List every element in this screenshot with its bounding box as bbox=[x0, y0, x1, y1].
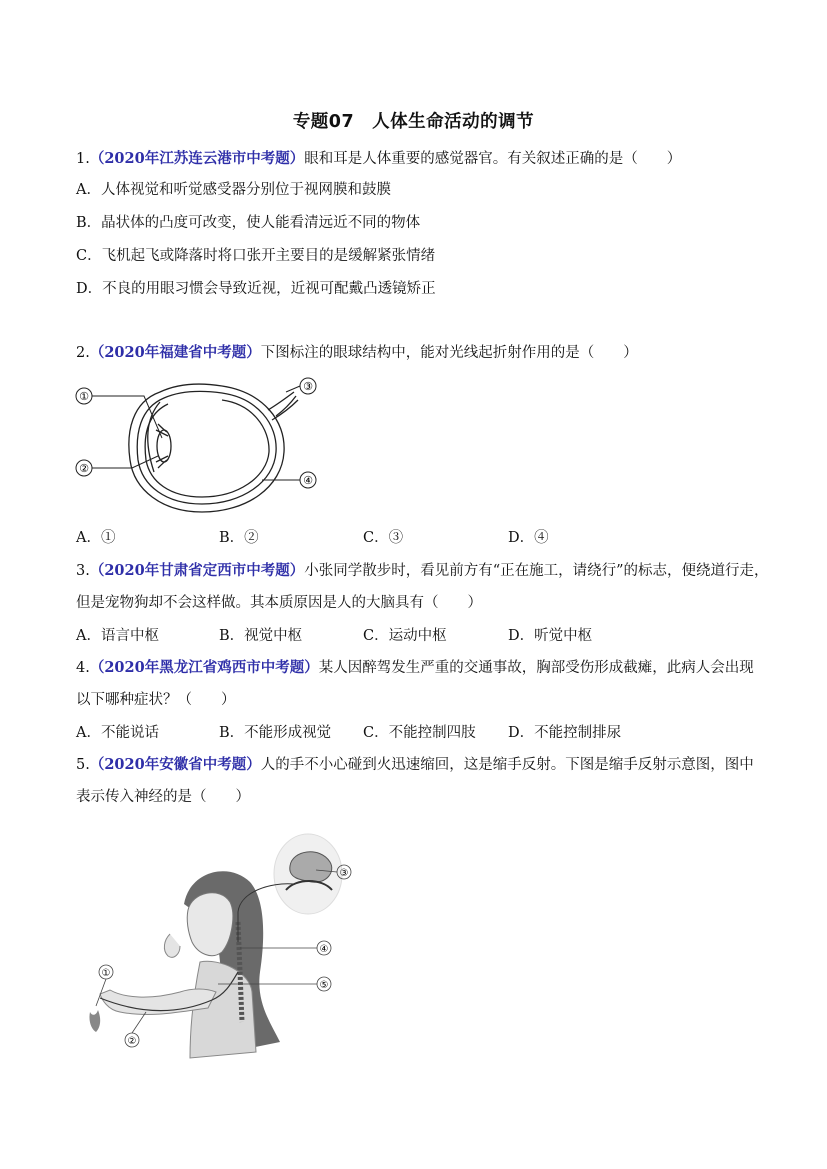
page-title: 专题07 人体生命活动的调节 bbox=[292, 112, 535, 132]
question-number: 5. bbox=[76, 757, 90, 773]
question-source: （2020年黑龙江省鸡西市中考题） bbox=[89, 659, 319, 676]
label-5: ⑤ bbox=[319, 980, 329, 991]
question-text: 人的手不小心碰到火迅速缩回，这是缩手反射。下图是缩手反射示意图，图中 bbox=[260, 757, 754, 773]
question-source: （2020年甘肃省定西市中考题） bbox=[89, 562, 305, 579]
question-1-stem bbox=[76, 149, 681, 169]
label-4: ④ bbox=[303, 474, 313, 487]
label-2: ② bbox=[127, 1036, 137, 1047]
question-4-stem-line-1 bbox=[76, 658, 754, 678]
question-4-stem-line-2: 以下哪种症状？（ ） bbox=[76, 692, 236, 708]
question-number: 2. bbox=[76, 345, 90, 361]
question-2-option-c: C．③ bbox=[363, 530, 404, 546]
eyeball-diagram bbox=[72, 372, 332, 520]
question-4-option-b: B．不能形成视觉 bbox=[219, 725, 332, 741]
question-3-stem-line-2: 但是宠物狗却不会这样做。其本质原因是人的大脑具有（ ） bbox=[76, 595, 482, 611]
question-2-option-d: D．④ bbox=[508, 530, 549, 546]
question-5-stem-line-1 bbox=[76, 755, 754, 775]
question-3-option-a: A．语言中枢 bbox=[76, 628, 159, 644]
question-source: （2020年安徽省中考题） bbox=[89, 756, 261, 773]
question-3-option-c: C．运动中枢 bbox=[363, 628, 447, 644]
question-text: 小张同学散步时，看见前方有“正在施工，请绕行”的标志，便绕道行走， bbox=[304, 563, 769, 579]
question-text: 下图标注的眼球结构中，能对光线起折射作用的是（ ） bbox=[260, 345, 638, 361]
question-1-option-a: A．人体视觉和听觉感受器分别位于视网膜和鼓膜 bbox=[76, 182, 391, 198]
question-4-option-a: A．不能说话 bbox=[76, 725, 159, 741]
question-4-option-c: C．不能控制四肢 bbox=[363, 725, 476, 741]
question-number: 4. bbox=[76, 660, 90, 676]
question-3-option-b: B．视觉中枢 bbox=[219, 628, 303, 644]
question-source: （2020年江苏连云港市中考题） bbox=[89, 150, 305, 167]
question-2-option-a: A．① bbox=[76, 530, 116, 546]
question-1-option-c: C．飞机起飞或降落时将口张开主要目的是缓解紧张情绪 bbox=[76, 248, 436, 264]
question-number: 1. bbox=[76, 151, 90, 167]
question-text: 某人因醉驾发生严重的交通事故，胸部受伤形成截瘫，此病人会出现 bbox=[318, 660, 754, 676]
question-1-option-d: D．不良的用眼习惯会导致近视，近视可配戴凸透镜矫正 bbox=[76, 281, 436, 297]
reflex-arc-diagram bbox=[80, 822, 380, 1062]
label-1: ① bbox=[101, 968, 111, 979]
question-number: 3. bbox=[76, 563, 90, 579]
label-4: ④ bbox=[319, 944, 329, 955]
question-text: 眼和耳是人体重要的感觉器官。有关叙述正确的是（ ） bbox=[304, 151, 682, 167]
label-3: ③ bbox=[339, 868, 349, 879]
label-2: ② bbox=[79, 462, 89, 475]
question-source: （2020年福建省中考题） bbox=[89, 344, 261, 361]
question-3-stem-line-1 bbox=[76, 561, 769, 581]
question-1-option-b: B．晶状体的凸度可改变，使人能看清远近不同的物体 bbox=[76, 215, 421, 231]
label-3: ③ bbox=[303, 380, 313, 393]
label-1: ① bbox=[79, 390, 89, 403]
question-4-option-d: D．不能控制排尿 bbox=[508, 725, 622, 741]
question-5-stem-line-2: 表示传入神经的是（ ） bbox=[76, 789, 250, 805]
question-3-option-d: D．听觉中枢 bbox=[508, 628, 593, 644]
question-2-option-b: B．② bbox=[219, 530, 259, 546]
question-2-stem bbox=[76, 343, 638, 363]
